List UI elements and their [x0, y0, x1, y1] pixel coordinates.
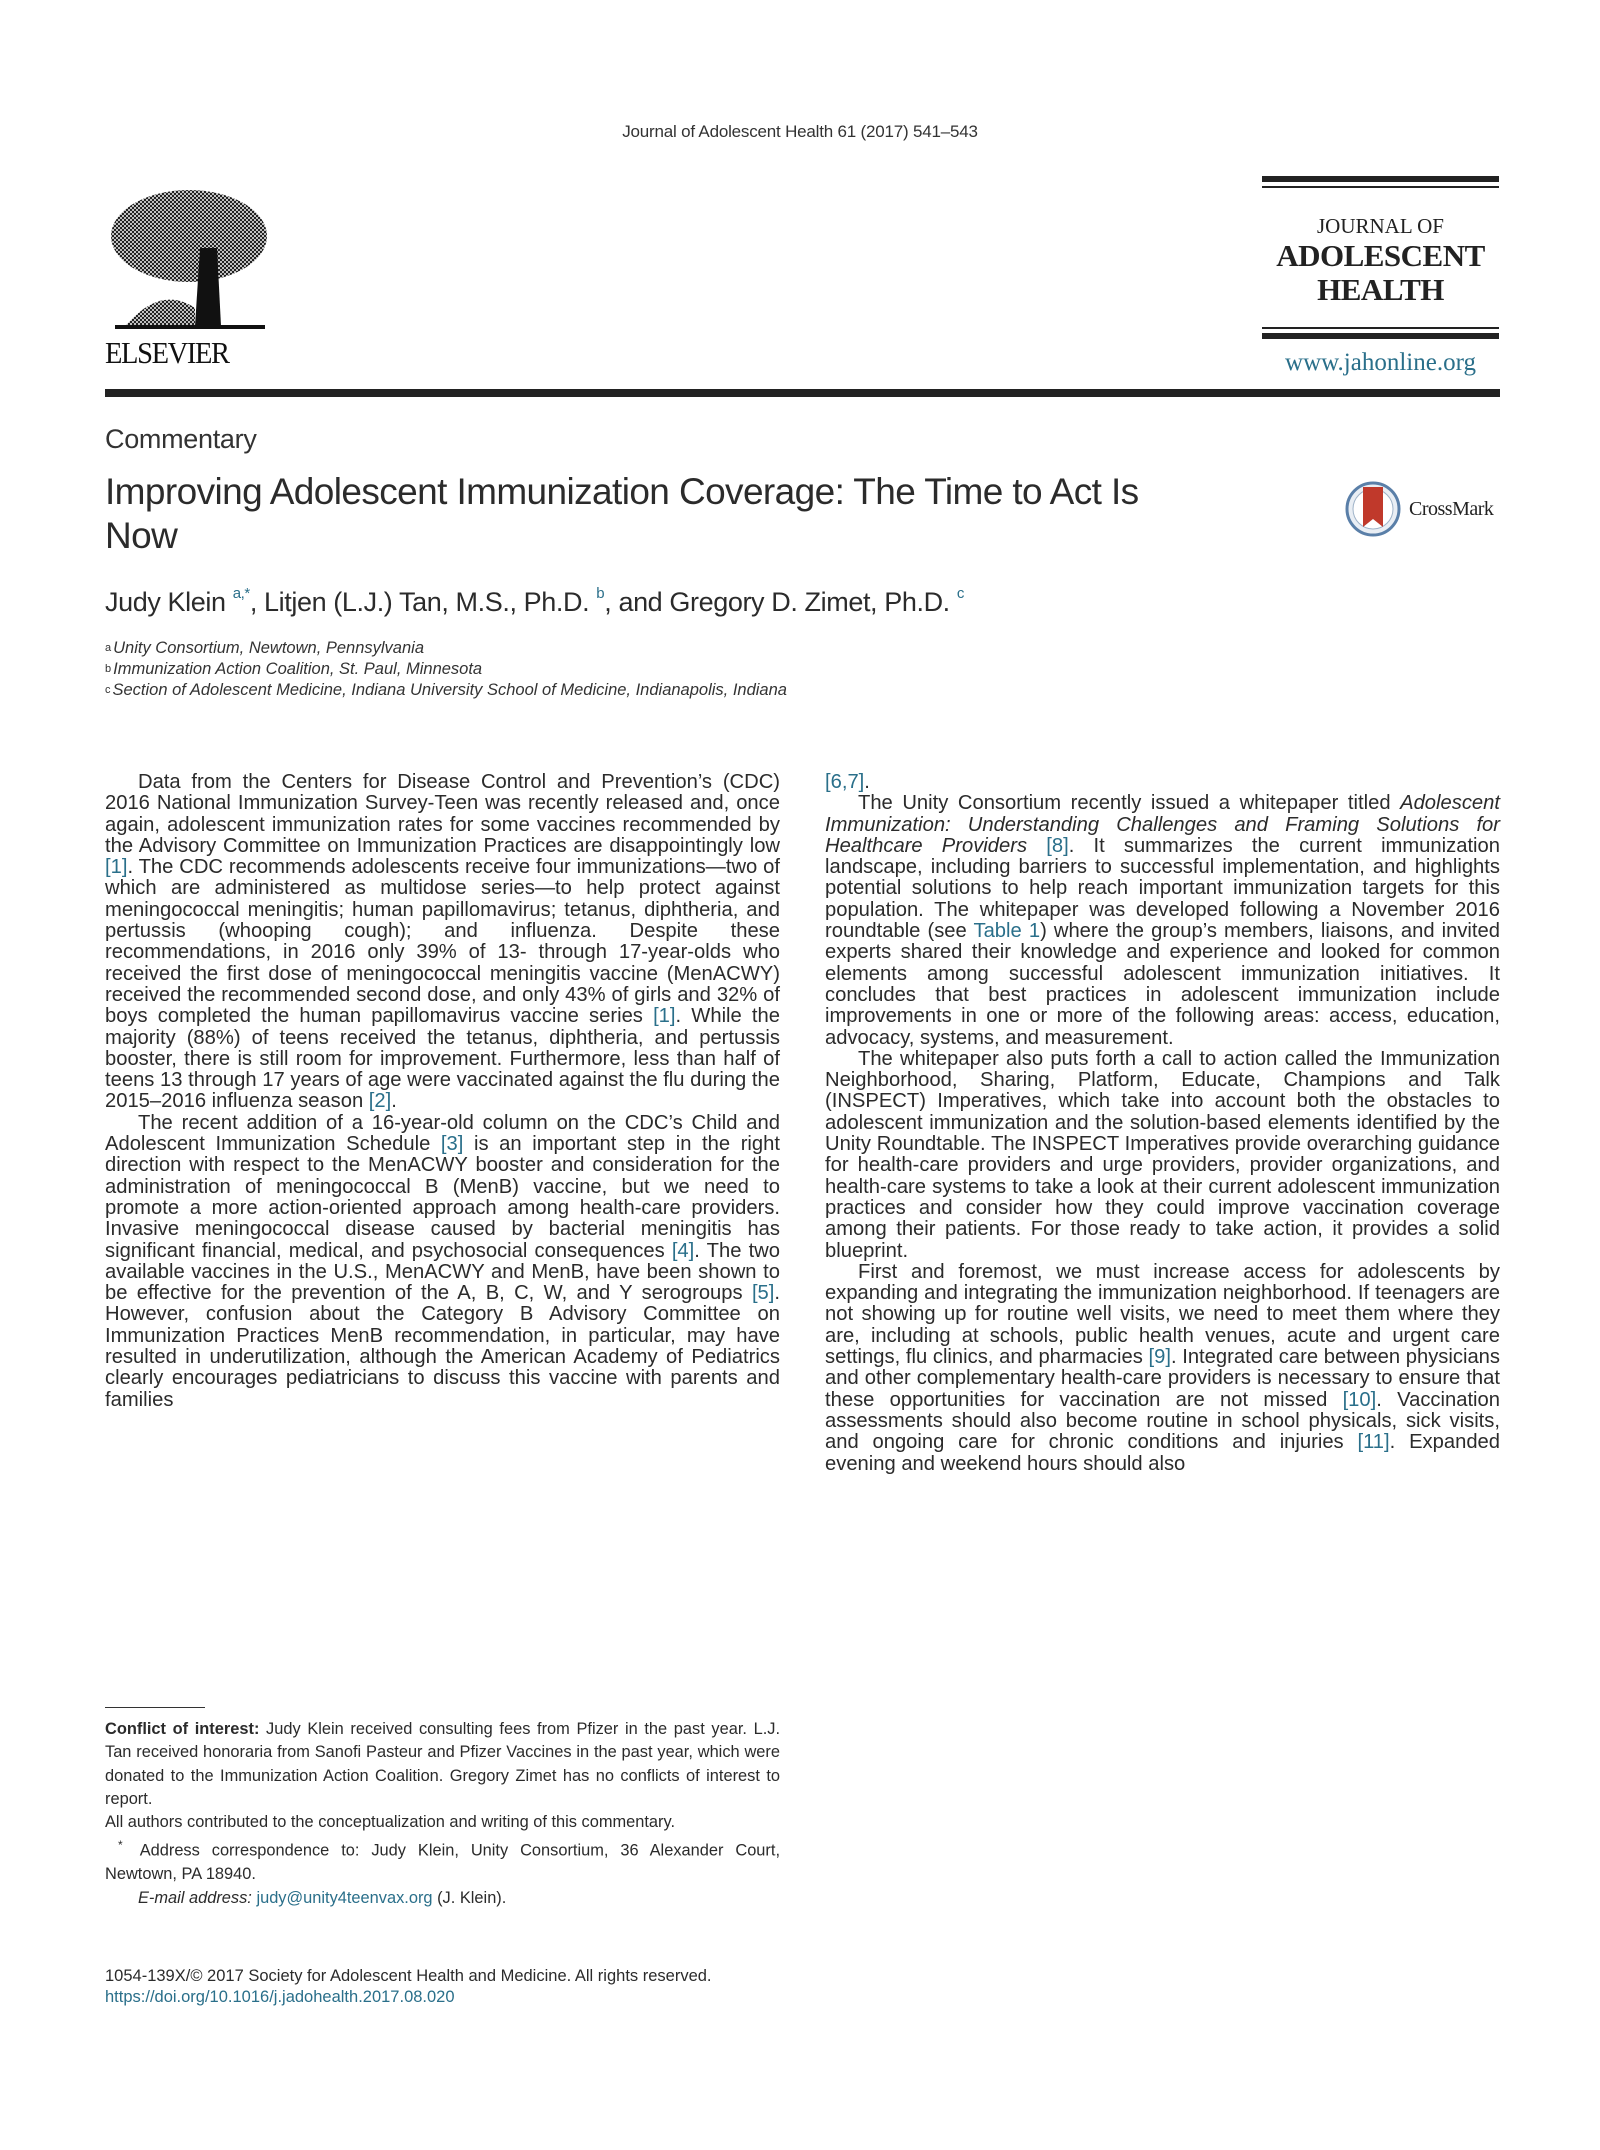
paragraph	[825, 1262, 1500, 1475]
citation-link[interactable]: [6,7]	[825, 771, 865, 793]
paragraph	[105, 772, 780, 1113]
copyright-line: 1054-139X/© 2017 Society for Adolescent Health and Medicine. All rights reserved.	[105, 1967, 712, 1985]
paragraph-continued	[825, 772, 1500, 793]
author-name: Judy Klein	[105, 587, 226, 617]
header-rule	[105, 389, 1500, 397]
author-contributions: All authors contributed to the conceptualization and writing of this commentary.	[105, 1813, 676, 1832]
affiliation-text: Unity Consortium, Newtown, Pennsylvania	[113, 639, 425, 657]
paragraph: The whitepaper also puts forth a call to action called the Immunization Neighborhood, Sharing, Platform, Educate, Champions and Talk (INSPECT) Imperatives, which take into account both the obstacles to adolescent immunization and the solution-based elements identified by the Unity Roundtable. The INSPECT Imperatives provide overarching guidance for health-care providers and urge providers, provider organizations, and health-care systems to take a look at their current adolescent immunization practices and consider how they could improve vaccination coverage among their patients. For those ready to take action, it provides a solid blueprint.	[825, 1047, 1500, 1262]
author-name: Gregory D. Zimet, Ph.D.	[669, 587, 950, 617]
text: . The CDC recommends adolescents receive four immunizations—two of which are administered as multidose series—to help protect against meningococcal meningitis; human papillomavirus; tetanus, diphtheria, and pertussis (whooping cough); and influenza. Despite these recommendations, in 2016 only 39% of 13- through 17-year-olds who received the first dose of meningococcal meningitis vaccine (MenACWY) received the recommended second dose, and only 43% of girls and 32% of boys completed the human papillomavirus vaccine series	[105, 856, 780, 1028]
journal-logo-line1: JOURNAL OF	[1317, 214, 1444, 238]
citation-link[interactable]: [2]	[368, 1090, 392, 1113]
logo-rule	[1262, 327, 1499, 329]
tree-icon	[105, 188, 270, 333]
journal-url-link[interactable]: www.jahonline.org	[1285, 349, 1476, 376]
body-column-right	[825, 772, 1500, 1475]
citation-link[interactable]: [4]	[671, 1239, 695, 1262]
text: First and foremost, we must increase access for adolescents by expanding and integrating the immunization neighborhood. If teenagers are not showing up for routine well visits, we need to meet them where they are, including at schools, public health venues, acute and urgent care settings, flu clinics, and pharmacies	[825, 1260, 1500, 1369]
paragraph	[825, 793, 1500, 1049]
doi-link[interactable]: https://doi.org/10.1016/j.jadohealth.2017.08.020	[105, 1988, 455, 2006]
text: .	[864, 771, 870, 793]
correspondence	[105, 1834, 780, 1886]
journal-logo-line3: HEALTH	[1317, 272, 1444, 307]
text: . Vaccination assessments should also become routine in school physicals, sick visits, and ongoing care for chronic conditions and injuries	[825, 1388, 1500, 1454]
citation-link[interactable]: [11]	[1357, 1431, 1390, 1454]
author-name: Litjen (L.J.) Tan, M.S., Ph.D.	[264, 587, 590, 617]
text: . Expanded evening and weekend hours should also	[825, 1431, 1500, 1475]
table-link[interactable]: Table 1	[973, 920, 1041, 943]
body-column-left	[105, 772, 780, 1411]
coi-label: Conflict of interest:	[105, 1720, 260, 1738]
coi-text: Judy Klein received consulting fees from Pfizer in the past year. L.J. Tan received honoraria from Sanofi Pasteur and Pfizer Vaccines in the past year, which were donated to the Immunization Action Coalition. Gregory Zimet has no conflicts of interest to report.	[105, 1720, 781, 1808]
text: The recent addition of a 16-year-old column on the CDC’s Child and Adolescent Immunization Schedule	[105, 1111, 780, 1156]
citation-link[interactable]: [3]	[440, 1133, 464, 1156]
crossmark-icon	[1345, 481, 1401, 537]
crossmark-label: CrossMark	[1409, 498, 1494, 520]
elsevier-logo[interactable]	[105, 188, 275, 373]
text: . While the majority (88%) of teens received the tetanus, diphtheria, and pertussis booster, there is still room for improvement. Furthermore, less than half of teens 13 through 17 years of age were vaccinated against the flu during the 2015–2016 influenza season	[105, 1005, 780, 1113]
affiliation-mark: a	[105, 642, 112, 654]
affiliation-mark: b	[105, 663, 112, 675]
author-separator: ,	[249, 587, 265, 617]
citation-link[interactable]: [10]	[1342, 1388, 1377, 1411]
logo-rule	[1262, 176, 1499, 182]
text: ) where the group’s members, liaisons, and invited experts shared their knowledge and experience and looked for common elements among successful adolescent immunization initiatives. It concludes that best practices in adolescent immunization include improvements in one or more of the following areas: access, education, advocacy, systems, and measurement.	[825, 920, 1500, 1049]
citation-link[interactable]: [8]	[1046, 834, 1069, 857]
article-title: Improving Adolescent Immunization Coverage: The Time to Act Is Now	[105, 471, 1139, 556]
logo-rule	[1262, 333, 1499, 339]
affiliation-list	[105, 638, 787, 701]
correspondence-text: Address correspondence to: Judy Klein, Unity Consortium, 36 Alexander Court, Newtown, PA 18940.	[105, 1841, 780, 1884]
citation-link[interactable]: [9]	[1148, 1346, 1171, 1369]
footnotes	[105, 1718, 780, 1910]
author-affiliation-mark[interactable]: b	[596, 585, 605, 602]
running-head: Journal of Adolescent Health 61 (2017) 541–543	[622, 122, 978, 141]
text: .	[391, 1090, 397, 1113]
text: . The two available vaccines in the U.S., MenACWY and MenB, have been shown to be effective for the prevention of the A, B, C, W, and Y serogroups	[105, 1239, 780, 1305]
text: . It summarizes the current immunization landscape, including barriers to successful implementation, and highlights potential solutions to help reach important immunization targets for this population. The whitepaper was developed following a November 2016 roundtable (see	[825, 834, 1500, 943]
footnote-rule	[105, 1707, 205, 1708]
affiliation-text: Immunization Action Coalition, St. Paul, Minnesota	[113, 660, 483, 678]
conflict-of-interest	[105, 1718, 780, 1811]
journal-logo	[1262, 176, 1499, 377]
text: . However, confusion about the Category B Advisory Committee on Immunization Practices MenB recommendation, in particular, may have resulted in underutilization, although the American Academy of Pediatrics clearly encourages pediatricians to discuss this vaccine with parents and families	[105, 1282, 780, 1411]
text: . Integrated care between physicians and other complementary health-care providers is necessary to ensure that these opportunities for vaccination are not missed	[825, 1346, 1501, 1411]
affiliation	[105, 638, 787, 659]
citation-link[interactable]: [1]	[653, 1005, 676, 1028]
whitepaper-title: Adolescent Immunization: Understanding Challenges and Framing Solutions for Healthcare Providers	[825, 792, 1500, 857]
email-line	[105, 1887, 780, 1910]
affiliation	[105, 659, 787, 680]
email-suffix: (J. Klein).	[432, 1888, 507, 1907]
article-type: Commentary	[105, 424, 257, 454]
affiliation-text: Section of Adolescent Medicine, Indiana University School of Medicine, Indianapolis, Indiana	[112, 681, 787, 699]
affiliation	[105, 680, 787, 701]
article-info	[105, 1966, 712, 2008]
author-affiliation-mark[interactable]: a,*	[232, 585, 250, 602]
text: The Unity Consortium recently issued a whitepaper titled	[858, 792, 1401, 815]
citation-link[interactable]: [5]	[751, 1282, 775, 1305]
author-affiliation-mark[interactable]: c	[956, 585, 964, 602]
citation-link[interactable]: [1]	[105, 856, 128, 879]
affiliation-mark: c	[105, 684, 111, 696]
elsevier-wordmark: ELSEVIER	[105, 335, 229, 370]
author-list	[105, 587, 964, 618]
text: is an important step in the right direction with respect to the MenACWY booster and consideration for the administration of meningococcal B (MenB) vaccine, but we need to promote a more action-oriented approach among health-care providers. Invasive meningococcal disease caused by bacterial meningitis has significant financial, medical, and psychosocial consequences	[105, 1133, 780, 1262]
correspondence-mark: *	[118, 1838, 123, 1853]
text: Data from the Centers for Disease Control and Prevention’s (CDC) 2016 National Immunization Survey-Teen was recently released and, once again, adolescent immunization rates for some vaccines recommended by the Advisory Committee on Immunization Practices are disappointingly low	[105, 771, 780, 857]
journal-logo-line2: ADOLESCENT	[1276, 238, 1485, 273]
paragraph	[105, 1113, 780, 1411]
crossmark-button[interactable]	[1345, 481, 1515, 543]
text	[1027, 835, 1046, 857]
logo-rules-bottom	[1262, 327, 1499, 339]
logo-rule	[1262, 186, 1499, 188]
email-link[interactable]: judy@unity4teenvax.org	[256, 1888, 433, 1907]
author-separator: , and	[604, 587, 670, 617]
email-label: E-mail address:	[138, 1888, 252, 1907]
